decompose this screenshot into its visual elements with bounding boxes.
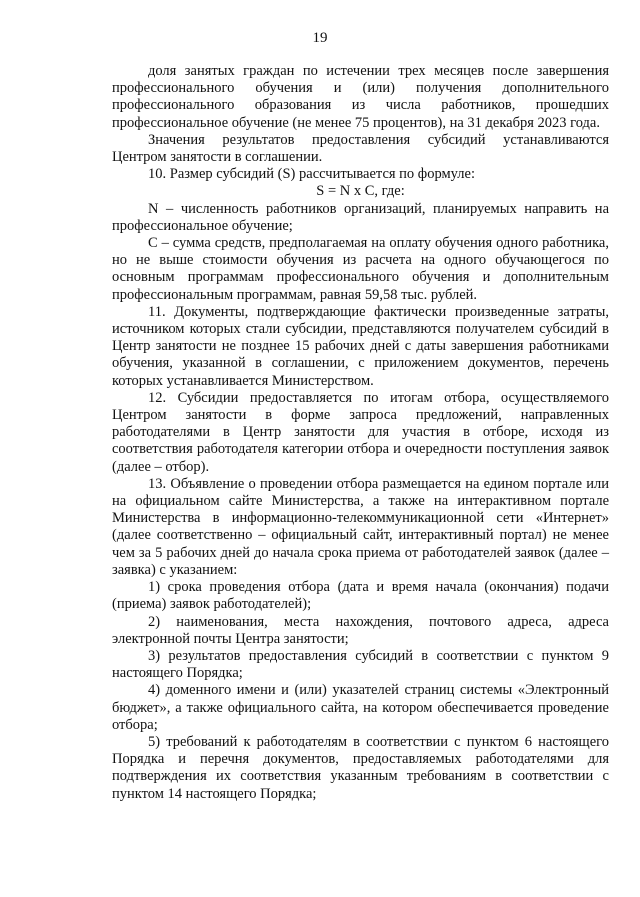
paragraph: 2) наименования, места нахождения, почтового адреса, адреса электронной почты Центра занятости; (112, 613, 609, 647)
paragraph: 3) результатов предоставления субсидий в соответствии с пунктом 9 настоящего Порядка; (112, 647, 609, 682)
paragraph: 1) срока проведения отбора (дата и время начала (окончания) подачи (приема) заявок работодателей); (112, 579, 609, 613)
paragraph: 10. Размер субсидий (S) рассчитывается по формуле: (148, 166, 475, 183)
paragraph: 11. Документы, подтверждающие фактически произведенные затраты, источником которых стали субсидии, представляются получателем субсидий в Центр занятости не позднее 15 рабочих дней с даты завершения работниками обучения, указанной в соглашении, с приложением документов, перечень которых устанавливается Министерством. (112, 303, 609, 389)
document-body (112, 63, 609, 803)
paragraph: 13. Объявление о проведении отбора размещается на едином портале или на официальном сайте Министерства, а также на интерактивном портале Министерства в информационно-телекоммуникационной сети «Интернет» (далее соответственно – официальный сайт, интерактивный портал) не менее чем за 5 рабочих дней до начала срока приема от работодателей заявок (далее – заявка) с указанием: (112, 475, 609, 578)
paragraph: 4) доменного имени и (или) указателей страниц системы «Электронный бюджет», а также официального сайта, на котором обеспечивается проведение отбора; (112, 682, 609, 733)
paragraph: 5) требований к работодателям в соответствии с пунктом 6 настоящего Порядка и перечня документов, предоставляемых работодателями для подтверждения их соответствия указанным требованиям в соответствии с пунктом 14 настоящего Порядка; (112, 733, 609, 802)
page-number: 19 (312, 30, 328, 46)
paragraph: доля занятых граждан по истечении трех месяцев после завершения профессионального обучения и (или) получения дополнительного профессионального образования из числа работников, прошедших профессиональное обучение (не менее 75 процентов), на 31 декабря 2023 года. (112, 63, 609, 131)
paragraph: Значения результатов предоставления субсидий устанавливаются Центром занятости в соглашении. (112, 131, 609, 166)
paragraph: N – численность работников организаций, планируемых направить на профессиональное обучение; (112, 200, 609, 234)
paragraph: 12. Субсидии предоставляется по итогам отбора, осуществляемого Центром занятости в форме запроса предложений, направленных работодателями в Центр занятости для участия в отборе, исходя из соответствия работодателя категории отбора и очередности поступления заявок (далее – отбор). (112, 389, 609, 475)
paragraph: C – сумма средств, предполагаемая на оплату обучения одного работника, но не выше стоимости обучения из расчета на одного обучающегося по основным программам профессионального обучения и дополнительным профессиональным программам, равная 59,58 тыс. рублей. (112, 235, 609, 303)
paragraph: S = N x C, где: (316, 183, 405, 200)
